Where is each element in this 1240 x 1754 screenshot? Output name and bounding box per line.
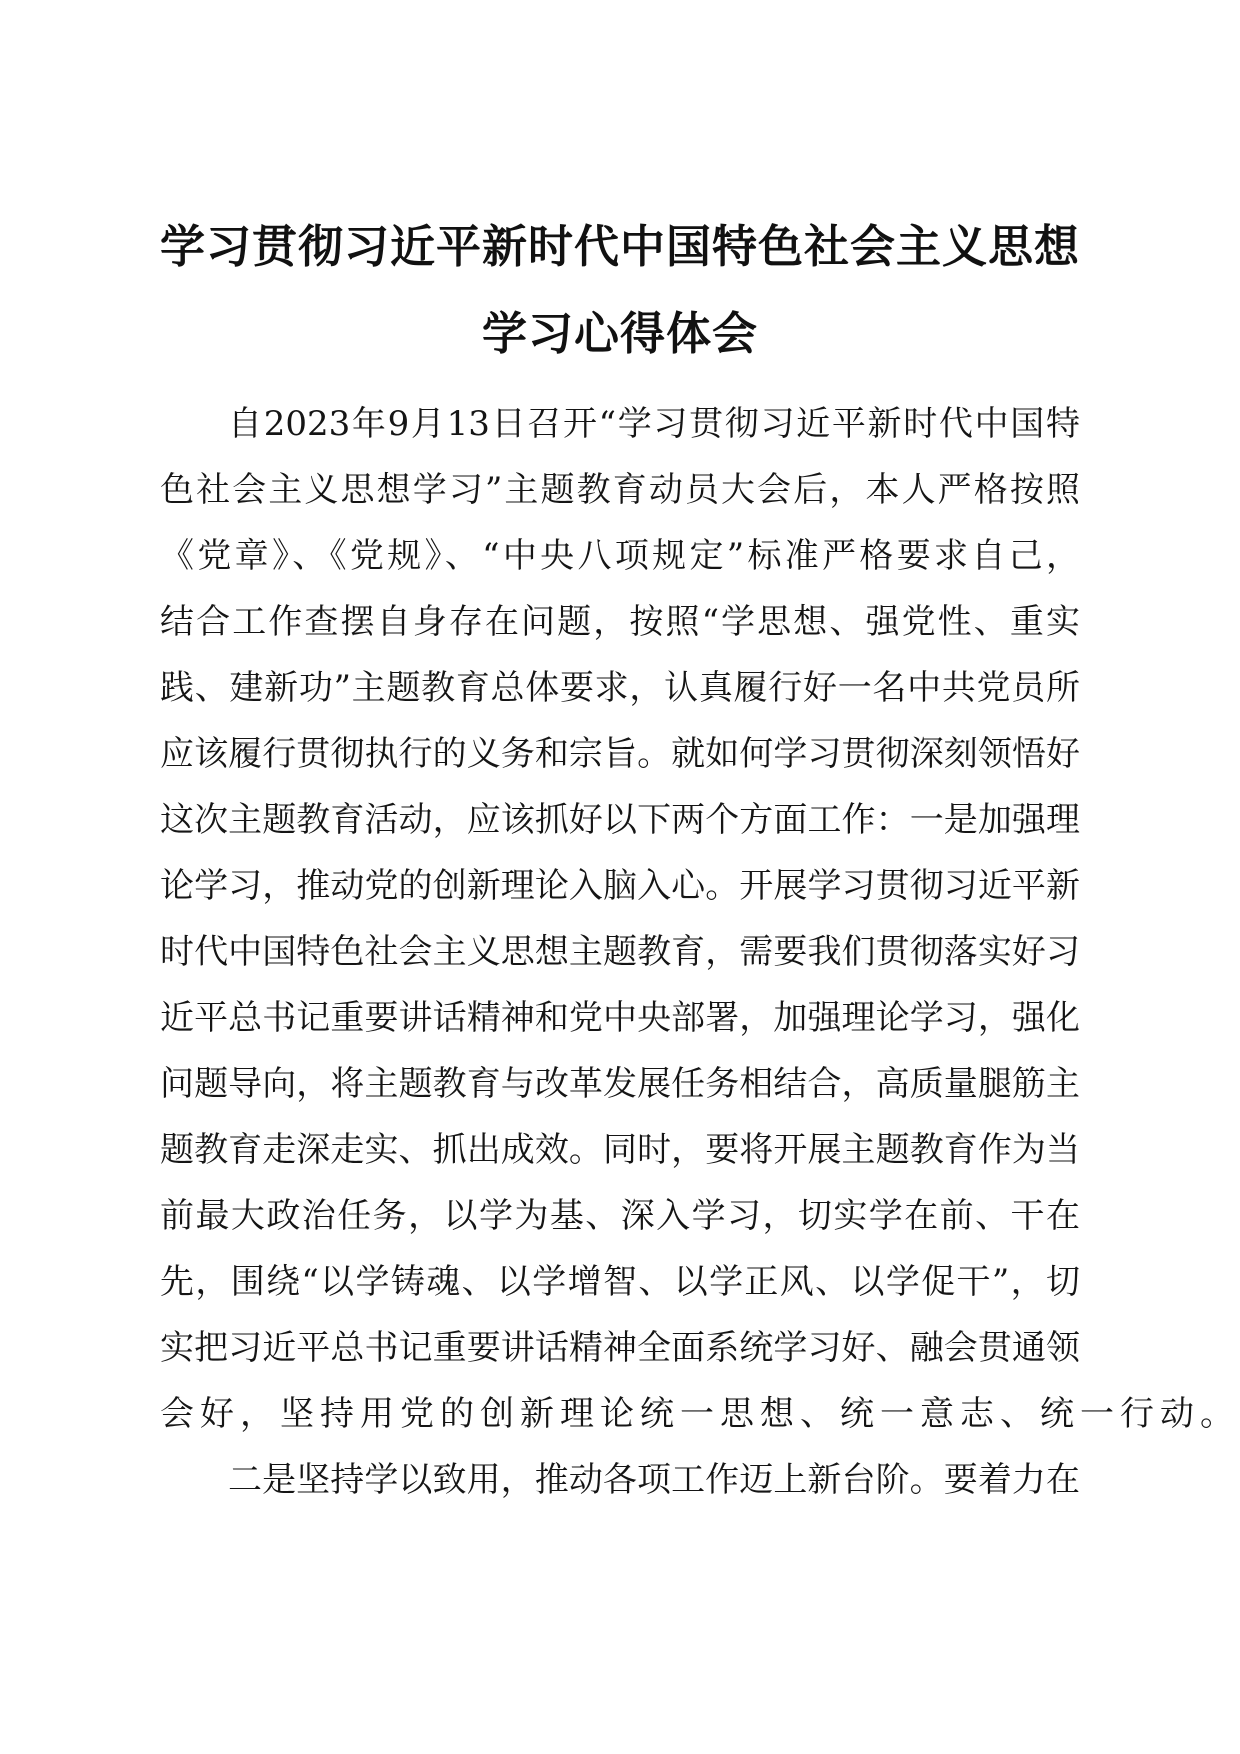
paragraph-line: 自2023年9月13日召开“学习贯彻习近平新时代中国特 xyxy=(228,404,1080,444)
paragraph-line: 践、建新功”主题教育总体要求，认真履行好一名中共党员所 xyxy=(160,668,1080,708)
paragraph-line: 结合工作查摆自身存在问题，按照“学思想、强党性、重实 xyxy=(160,602,1080,642)
paragraph-line: 先，围绕“以学铸魂、以学增智、以学正风、以学促干”，切 xyxy=(160,1262,1080,1302)
paragraph-line: 这次主题教育活动，应该抓好以下两个方面工作：一是加强理 xyxy=(160,800,1080,840)
paragraph-line: 色社会主义思想学习”主题教育动员大会后，本人严格按照 xyxy=(160,470,1080,510)
paragraph-line: 论学习，推动党的创新理论入脑入心。开展学习贯彻习近平新 xyxy=(160,866,1080,906)
paragraph-line: 问题导向，将主题教育与改革发展任务相结合，高质量腿筋主 xyxy=(160,1064,1080,1104)
paragraph-line: 会好，坚持用党的创新理论统一思想、统一意志、统一行动。 xyxy=(160,1394,1240,1434)
paragraph-line: 题教育走深走实、抓出成效。同时，要将开展主题教育作为当 xyxy=(160,1130,1080,1170)
paragraph-line: 近平总书记重要讲话精神和党中央部署，加强理论学习，强化 xyxy=(160,998,1080,1038)
document-title-line-2: 学习心得体会 xyxy=(481,307,758,360)
paragraph-line: 前最大政治任务，以学为基、深入学习，切实学在前、干在 xyxy=(160,1196,1080,1236)
paragraph-line: 应该履行贯彻执行的义务和宗旨。就如何学习贯彻深刻领悟好 xyxy=(160,734,1080,774)
paragraph-line: 时代中国特色社会主义思想主题教育，需要我们贯彻落实好习 xyxy=(160,932,1080,972)
document-title-line-1: 学习贯彻习近平新时代中国特色社会主义思想 xyxy=(159,220,1080,273)
paragraph-line: 实把习近平总书记重要讲话精神全面系统学习好、融会贯通领 xyxy=(160,1328,1080,1368)
paragraph-line: 《党章》、《党规》、“中央八项规定”标准严格要求自己， xyxy=(160,536,1080,576)
paragraph-line: 二是坚持学以致用，推动各项工作迈上新台阶。要着力在 xyxy=(228,1460,1080,1500)
